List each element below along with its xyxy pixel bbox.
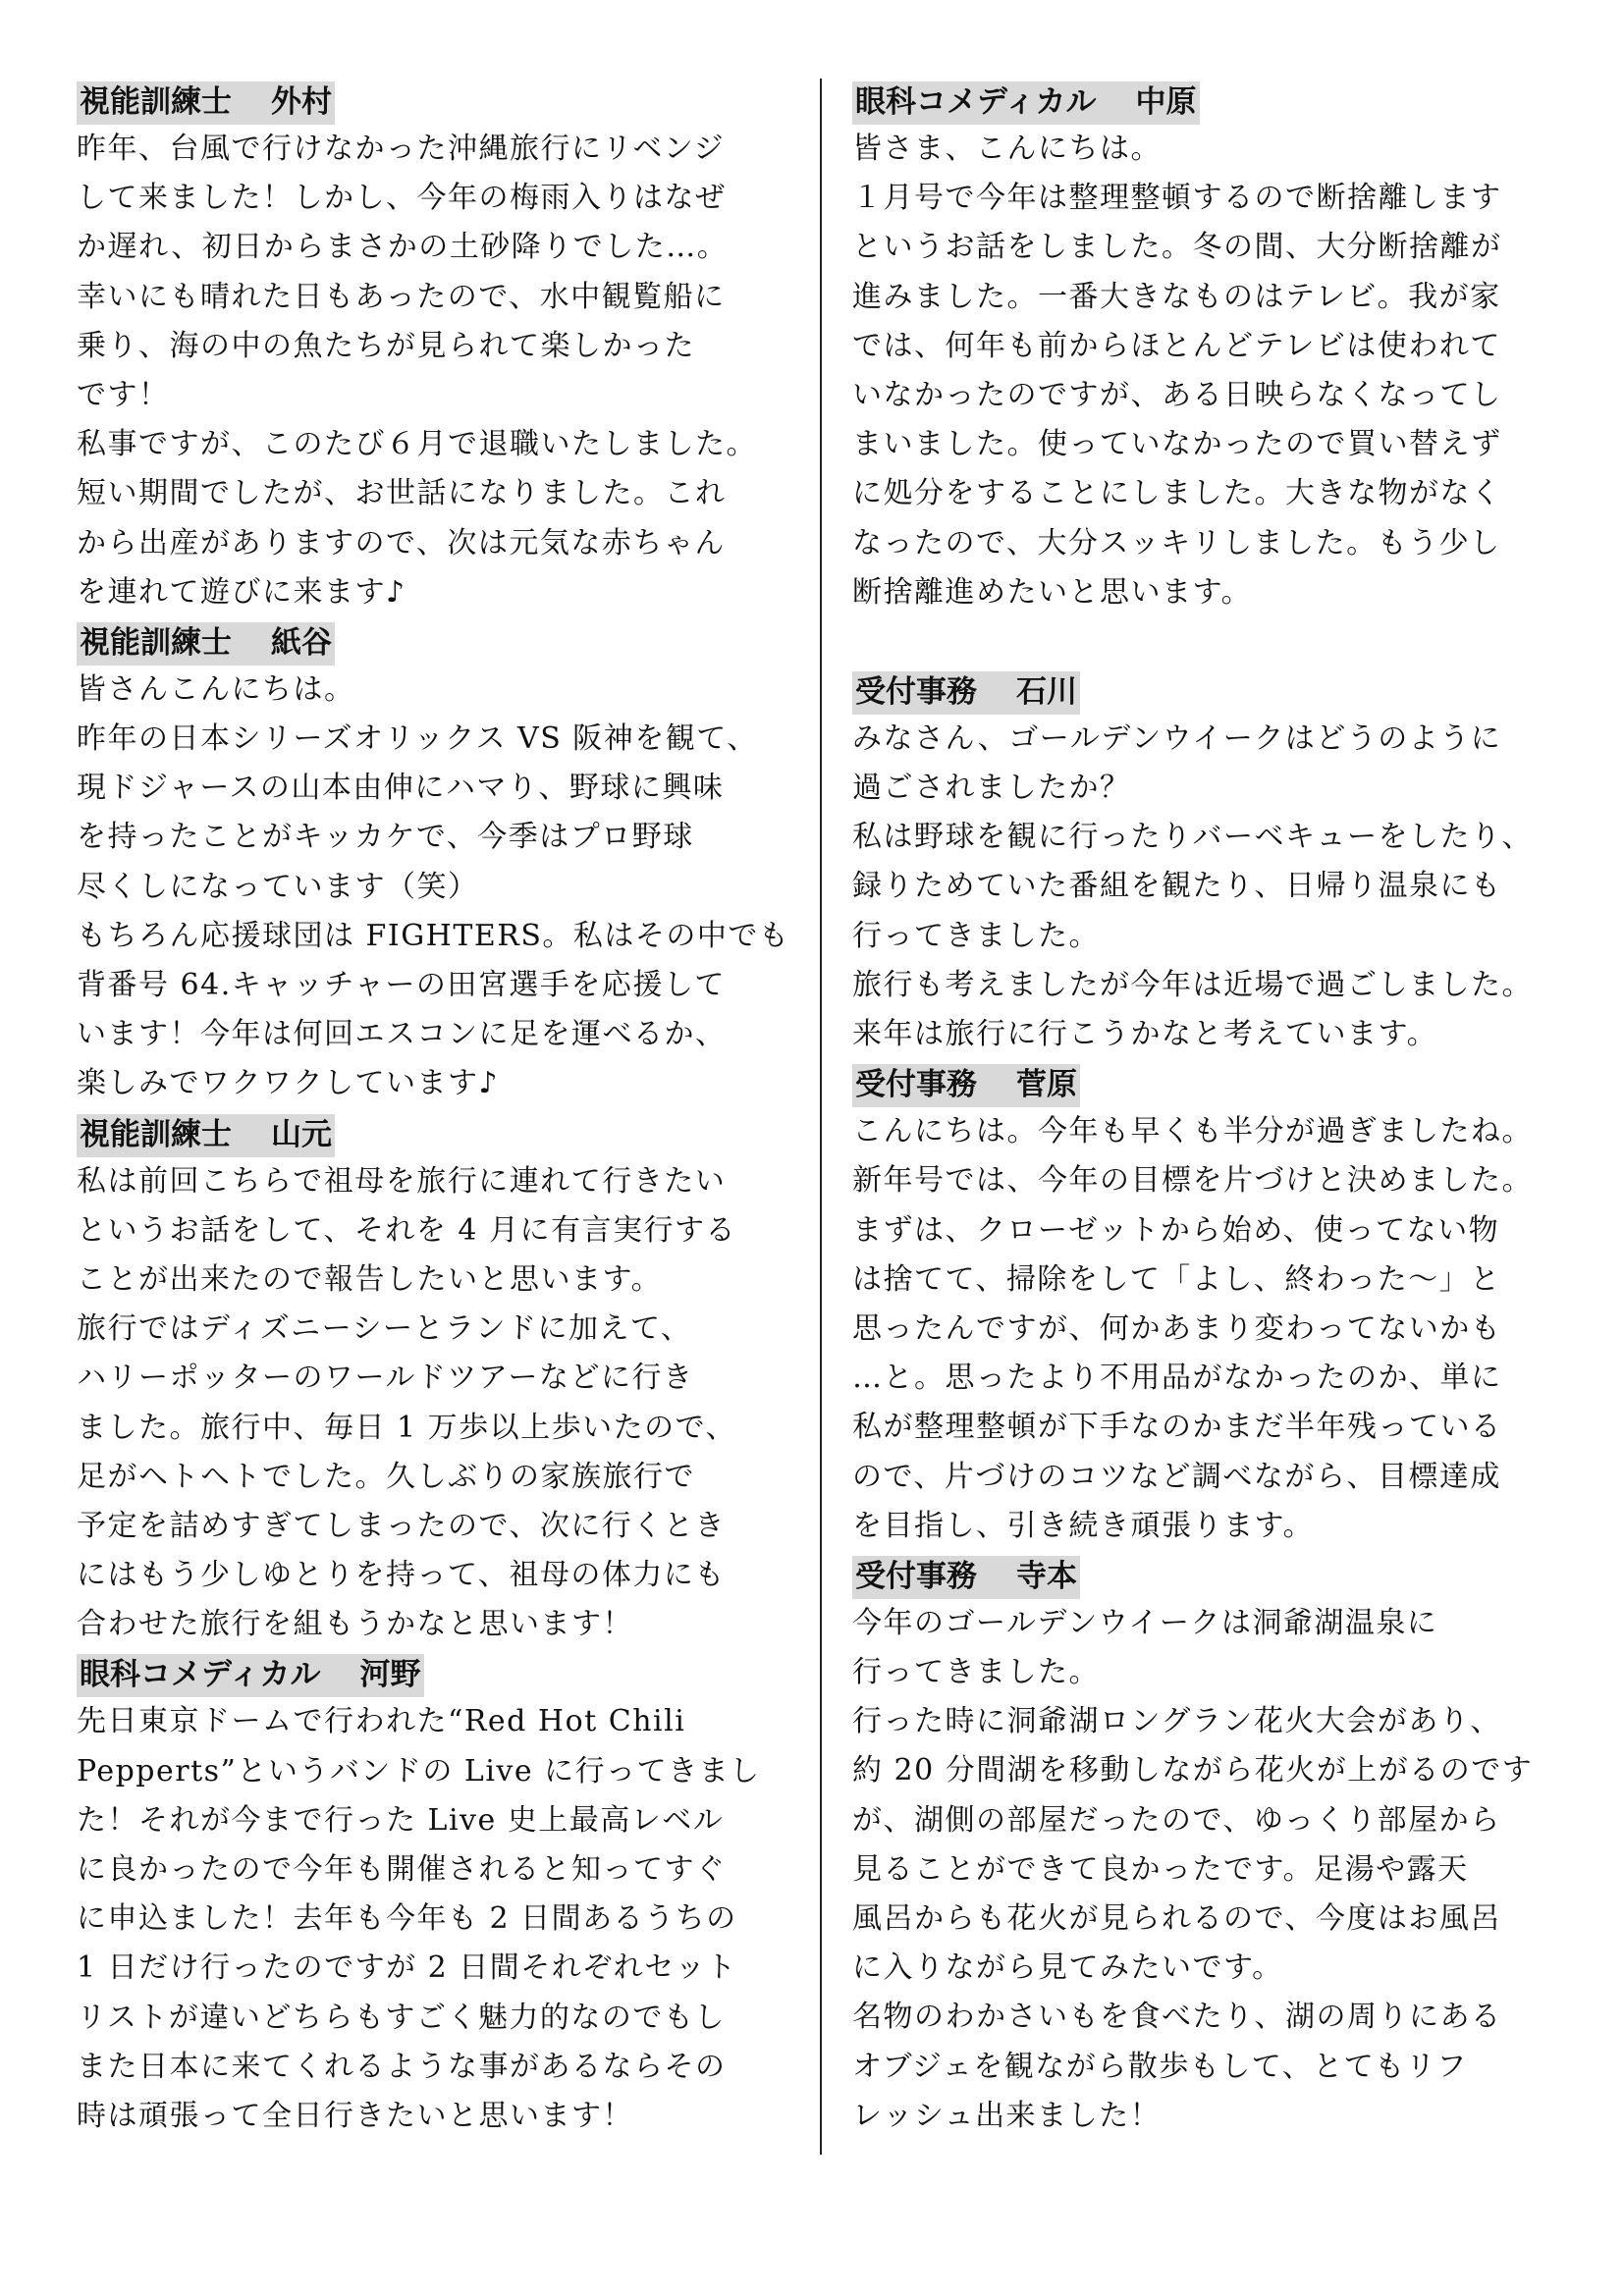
body-line: 乗り、海の中の魚たちが見られて楽しかった (77, 328, 695, 363)
body-line: を目指し、引き続き頑張ります。 (852, 1508, 1315, 1543)
body-line: …と。思ったより不用品がなかったのか、単に (852, 1361, 1502, 1396)
section-heading (77, 1654, 424, 1697)
body-line: 名物のわかさいもを食べたり、湖の周りにある (852, 2000, 1502, 2035)
body-line: 録りためていた番組を観たり、日帰り温泉にも (852, 869, 1502, 904)
staff-role: 眼科コメディカル (855, 84, 1097, 120)
body-line: 私は野球を観に行ったりバーベキューをしたり、 (852, 820, 1533, 855)
staff-section (77, 77, 803, 617)
staff-section (852, 667, 1579, 1059)
staff-section (852, 77, 1579, 617)
body-line: ので、片づけのコツなど調べながら、目標達成 (852, 1459, 1501, 1494)
staff-role: 視能訓練士 (80, 1116, 232, 1152)
body-line: 私は前回こちらで祖母を旅行に連れて行きたい (77, 1163, 727, 1199)
body-line: リストが違いどちらもすごく魅力的なのでもし (77, 2000, 726, 2035)
body-line: から出産がありますので、次は元気な赤ちゃん (77, 525, 726, 561)
staff-section (852, 1551, 1579, 2141)
staff-name: 河野 (359, 1657, 421, 1693)
body-line: まいました。使っていなかったので買い替えず (852, 427, 1502, 462)
body-line: 昨年の日本シリーズオリックス VS 阪神を観て、 (77, 721, 758, 757)
section-heading (852, 1064, 1080, 1107)
staff-name: 山元 (271, 1116, 332, 1152)
body-line: なったので、大分スッキリしました。もう少し (852, 525, 1501, 561)
body-line: 行った時に洞爺湖ロングラン花火大会があり、 (852, 1704, 1501, 1739)
body-line: １月号で今年は整理整頓するので断捨離します (852, 181, 1502, 216)
staff-role: 視能訓練士 (80, 624, 232, 661)
section-heading (77, 81, 335, 125)
staff-role: 視能訓練士 (80, 84, 232, 120)
body-line: 来年は旅行に行こうかなと考えています。 (852, 1017, 1438, 1051)
body-line: 先日東京ドームで行われた“Red Hot Chili (77, 1704, 686, 1739)
column-divider (820, 79, 822, 2155)
body-line: 現ドジャースの山本由伸にハマり、野球に興味 (77, 771, 725, 806)
body-line: レッシュ出来ました！ (852, 2098, 1162, 2133)
body-line: 背番号 64.キャッチャーの田宮選手を応援して (77, 968, 726, 1002)
section-heading (852, 81, 1200, 125)
body-line: 短い期間でしたが、お世話になりました。これ (77, 476, 727, 511)
section-heading (77, 1114, 335, 1157)
body-line: ハリーポッターのワールドツアーなどに行き (77, 1361, 694, 1396)
section-body (852, 1599, 1579, 2141)
section-body (77, 125, 803, 617)
staff-section (852, 1059, 1579, 1551)
right-column (852, 77, 1579, 2141)
body-line: 幸いにも晴れた日もあったので、水中観覧船に (77, 279, 726, 314)
staff-section (77, 1109, 803, 1650)
body-line: 断捨離進めたいと思います。 (852, 574, 1253, 610)
staff-name: 石川 (1016, 673, 1077, 710)
body-line: 思ったんですが、何かあまり変わってないかも (852, 1310, 1502, 1346)
section-body (852, 1107, 1579, 1551)
body-line: 時は頑張って全日行きたいと思います！ (77, 2098, 633, 2133)
body-line: に入りながら見てみたいです。 (852, 1950, 1283, 1986)
staff-name: 菅原 (1016, 1067, 1077, 1103)
body-line: というお話をしました。冬の間、大分断捨離が (852, 230, 1502, 265)
staff-role: 受付事務 (855, 1067, 977, 1103)
staff-name: 中原 (1135, 84, 1197, 120)
body-line: に処分をすることにしました。大きな物がなく (852, 476, 1502, 511)
left-column (77, 77, 803, 2141)
body-line: 足がヘトヘトでした。久しぶりの家族旅行で (77, 1459, 695, 1494)
body-line: を連れて遊びに来ます♪ (77, 574, 406, 610)
section-body (77, 666, 803, 1109)
section-heading (852, 671, 1080, 715)
body-line: して来ました！しかし、今年の梅雨入りはなぜ (77, 181, 727, 216)
body-line: 行ってきました。 (852, 1655, 1100, 1690)
body-line: 尽くしになっています（笑） (77, 869, 479, 904)
body-line: 進みました。一番大きなものはテレビ。我が家 (852, 279, 1501, 314)
section-body (852, 125, 1579, 617)
body-line: ことが出来たので報告したいと思います。 (77, 1261, 663, 1297)
body-line: Pepperts”というバンドの Live に行ってきまし (77, 1753, 761, 1789)
body-line: 1 日だけ行ったのですが 2 日間それぞれセット (77, 1950, 737, 1986)
body-line: 昨年、台風で行けなかった沖縄旅行にリベンジ (77, 132, 726, 166)
body-line: 新年号では、今年の目標を片づけと決めました。 (852, 1163, 1533, 1199)
body-line: みなさん、ゴールデンウイークはどうのように (852, 721, 1502, 756)
staff-role: 受付事務 (855, 673, 977, 710)
body-line: います！今年は何回エスコンに足を運べるか、 (77, 1017, 727, 1052)
body-line: 予定を詰めすぎてしまったので、次に行くとき (77, 1508, 726, 1543)
body-line: を持ったことがキッカケで、今季はプロ野球 (77, 820, 694, 855)
body-line: にはもう少しゆとりを持って、祖母の体力にも (77, 1558, 726, 1593)
body-line: 旅行ではディズニーシーとランドに加えて、 (77, 1311, 692, 1347)
section-body (852, 715, 1579, 1059)
body-line: が、湖側の部屋だったので、ゆっくり部屋から (852, 1802, 1501, 1838)
body-line: 行ってきました。 (852, 918, 1100, 953)
body-line: 見ることができて良かったです。足湯や露天 (852, 1851, 1469, 1887)
body-line: に良かったので今年も開催されると知ってすぐ (77, 1852, 727, 1887)
body-line: では、何年も前からほとんどテレビは使われて (852, 328, 1501, 363)
body-line: 楽しみでワクワクしています♪ (77, 1066, 500, 1101)
body-line: 過ごされましたか？ (852, 771, 1131, 806)
staff-section (77, 1649, 803, 2141)
body-line: 旅行も考えましたが今年は近場で過ごしました。 (852, 967, 1533, 1002)
body-line: いなかったのですが、ある日映らなくなってし (852, 377, 1502, 412)
body-line: か遅れ、初日からまさかの土砂降りでした…。 (77, 230, 729, 265)
body-line: 風呂からも花火が見られるので、今度はお風呂 (852, 1901, 1501, 1936)
staff-name: 寺本 (1016, 1558, 1077, 1594)
section-heading (852, 1556, 1080, 1599)
section-heading (77, 622, 335, 666)
staff-section (77, 617, 803, 1109)
body-line: もちろん応援球団は FIGHTERS。私はその中でも (77, 918, 790, 953)
body-line: 今年のゴールデンウイークは洞爺湖温泉に (852, 1605, 1438, 1640)
body-line: 約 20 分間湖を移動しながら花火が上がるのです (852, 1753, 1534, 1789)
body-line: 皆さま、こんにちは。 (852, 132, 1162, 166)
body-line: オブジェを観ながら散歩もして、とてもリフ (852, 2049, 1468, 2084)
section-body (77, 1697, 803, 2141)
body-line: ました。旅行中、毎日 1 万歩以上歩いたので、 (77, 1410, 737, 1445)
body-line: 皆さんこんにちは。 (77, 671, 355, 707)
staff-role: 眼科コメディカル (80, 1657, 321, 1693)
body-line: まずは、クローゼットから始め、使ってない物 (852, 1212, 1500, 1248)
body-line: 合わせた旅行を組もうかなと思います！ (77, 1607, 633, 1642)
body-line: は捨てて、掃除をして「よし、終わった～」と (852, 1261, 1501, 1297)
section-spacer (852, 617, 1579, 667)
staff-role: 受付事務 (855, 1558, 977, 1594)
body-line: に申込ました！去年も今年も 2 日間あるうちの (77, 1901, 737, 1937)
body-line: 私事ですが、このたび６月で退職いたしました。 (77, 427, 757, 462)
staff-name: 外村 (271, 84, 332, 120)
body-line: こんにちは。今年も早くも半分が過ぎましたね。 (852, 1114, 1533, 1149)
body-line: た！それが今まで行った Live 史上最高レベル (77, 1802, 725, 1838)
body-line: です！ (77, 377, 170, 412)
staff-name: 紙谷 (271, 624, 332, 661)
body-line: 私が整理整頓が下手なのかまだ半年残っている (852, 1410, 1502, 1445)
section-body (77, 1157, 803, 1650)
body-line: というお話をして、それを 4 月に有言実行する (77, 1212, 737, 1248)
body-line: また日本に来てくれるような事があるならその (77, 2049, 727, 2084)
